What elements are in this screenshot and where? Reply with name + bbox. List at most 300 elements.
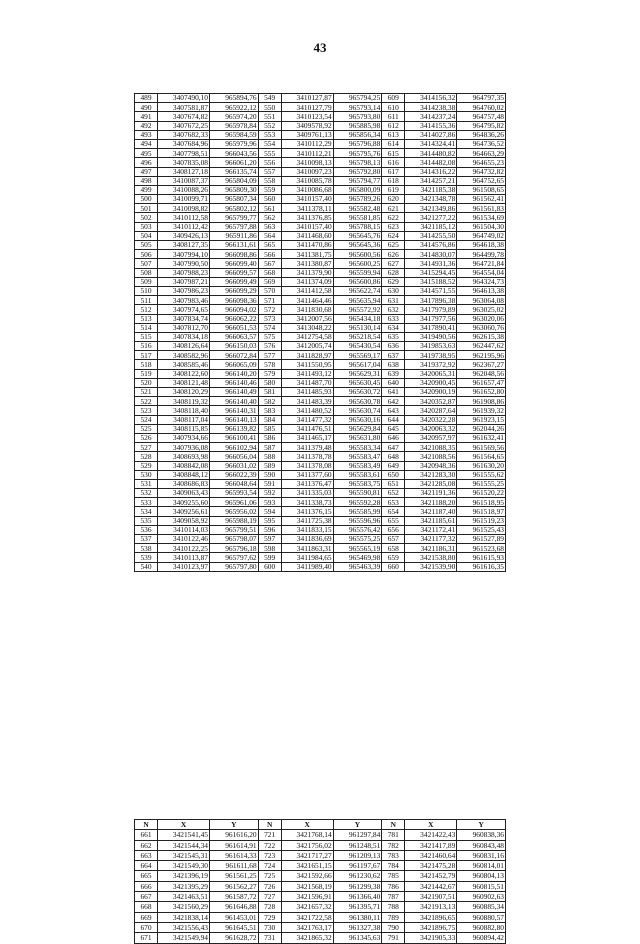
table-row bbox=[135, 323, 506, 332]
point-number-cell: 633 bbox=[382, 314, 405, 323]
table-header-row bbox=[135, 820, 506, 830]
point-number-cell: 516 bbox=[135, 342, 158, 351]
table-row bbox=[135, 424, 506, 433]
x-coordinate-cell: 3410085,78 bbox=[281, 176, 333, 185]
y-coordinate-cell: 966056,04 bbox=[210, 452, 259, 461]
point-number-cell: 559 bbox=[258, 185, 281, 194]
point-number-cell: 663 bbox=[135, 850, 158, 860]
x-coordinate-cell: 3407684,96 bbox=[158, 139, 210, 148]
point-number-cell: 517 bbox=[135, 351, 158, 360]
x-coordinate-cell: 3407994,10 bbox=[158, 250, 210, 259]
x-coordinate-cell: 3411380,87 bbox=[281, 259, 333, 268]
table-row bbox=[135, 277, 506, 286]
table-row bbox=[135, 185, 506, 194]
y-coordinate-cell: 961518,97 bbox=[457, 507, 506, 516]
y-coordinate-cell: 965645,36 bbox=[333, 241, 382, 250]
point-number-cell: 661 bbox=[135, 830, 158, 840]
point-number-cell: 788 bbox=[382, 902, 405, 912]
x-coordinate-cell: 3420287,64 bbox=[405, 406, 457, 415]
table-row bbox=[135, 213, 506, 222]
point-number-cell: 502 bbox=[135, 213, 158, 222]
y-coordinate-cell: 965599,94 bbox=[333, 268, 382, 277]
point-number-cell: 515 bbox=[135, 332, 158, 341]
y-coordinate-cell: 961525,43 bbox=[457, 525, 506, 534]
y-coordinate-cell: 960882,80 bbox=[457, 922, 506, 932]
x-coordinate-cell: 3408119,32 bbox=[158, 397, 210, 406]
x-coordinate-cell: 3411470,86 bbox=[281, 241, 333, 250]
x-coordinate-cell: 3414931,36 bbox=[405, 259, 457, 268]
table-row bbox=[135, 415, 506, 424]
x-coordinate-cell: 3411338,73 bbox=[281, 498, 333, 507]
point-number-cell: 723 bbox=[258, 850, 281, 860]
y-coordinate-cell: 960815,51 bbox=[457, 881, 506, 891]
point-number-cell: 520 bbox=[135, 378, 158, 387]
table-row bbox=[135, 498, 506, 507]
y-coordinate-cell: 965600,56 bbox=[333, 250, 382, 259]
x-coordinate-cell: 3408121,48 bbox=[158, 378, 210, 387]
y-coordinate-cell: 964655,23 bbox=[457, 158, 506, 167]
x-coordinate-cell: 3409058,92 bbox=[158, 516, 210, 525]
point-number-cell: 658 bbox=[382, 544, 405, 553]
x-coordinate-cell: 3420063,32 bbox=[405, 424, 457, 433]
y-coordinate-cell: 966139,82 bbox=[210, 424, 259, 433]
x-coordinate-cell: 3421544,34 bbox=[158, 840, 210, 850]
y-coordinate-cell: 965798,13 bbox=[333, 158, 382, 167]
x-coordinate-cell: 3411487,70 bbox=[281, 378, 333, 387]
x-coordinate-cell: 3407581,87 bbox=[158, 103, 210, 112]
point-number-cell: 666 bbox=[135, 881, 158, 891]
point-number-cell: 506 bbox=[135, 250, 158, 259]
table-row bbox=[135, 452, 506, 461]
y-coordinate-cell: 965978,84 bbox=[210, 121, 259, 130]
x-coordinate-cell: 3407974,65 bbox=[158, 305, 210, 314]
y-coordinate-cell: 960804,13 bbox=[457, 871, 506, 881]
x-coordinate-cell: 3410098,82 bbox=[158, 204, 210, 213]
y-coordinate-cell: 964618,38 bbox=[457, 241, 506, 250]
point-number-cell: 532 bbox=[135, 489, 158, 498]
y-coordinate-cell: 965630,78 bbox=[333, 397, 382, 406]
column-header: X bbox=[281, 820, 333, 830]
point-number-cell: 496 bbox=[135, 158, 158, 167]
point-number-cell: 668 bbox=[135, 902, 158, 912]
table-row bbox=[135, 360, 506, 369]
y-coordinate-cell: 961561,25 bbox=[210, 871, 259, 881]
point-number-cell: 498 bbox=[135, 176, 158, 185]
y-coordinate-cell: 961519,23 bbox=[457, 516, 506, 525]
y-coordinate-cell: 965979,96 bbox=[210, 139, 259, 148]
x-coordinate-cell: 3414480,82 bbox=[405, 149, 457, 158]
x-coordinate-cell: 3421549,30 bbox=[158, 861, 210, 871]
y-coordinate-cell: 961614,33 bbox=[210, 850, 259, 860]
table-row bbox=[135, 195, 506, 204]
x-coordinate-cell: 3407672,25 bbox=[158, 121, 210, 130]
x-coordinate-cell: 3411381,75 bbox=[281, 250, 333, 259]
point-number-cell: 785 bbox=[382, 871, 405, 881]
point-number-cell: 591 bbox=[258, 479, 281, 488]
y-coordinate-cell: 961616,35 bbox=[457, 562, 506, 571]
point-number-cell: 609 bbox=[382, 94, 405, 103]
y-coordinate-cell: 966098,36 bbox=[210, 296, 259, 305]
y-coordinate-cell: 961562,41 bbox=[457, 195, 506, 204]
y-coordinate-cell: 964732,82 bbox=[457, 167, 506, 176]
y-coordinate-cell: 965622,74 bbox=[333, 286, 382, 295]
point-number-cell: 576 bbox=[258, 342, 281, 351]
x-coordinate-cell: 3411378,11 bbox=[281, 204, 333, 213]
point-number-cell: 671 bbox=[135, 933, 158, 943]
x-coordinate-cell: 3421188,20 bbox=[405, 498, 457, 507]
point-number-cell: 790 bbox=[382, 922, 405, 932]
point-number-cell: 610 bbox=[382, 103, 405, 112]
point-number-cell: 571 bbox=[258, 296, 281, 305]
table-row bbox=[135, 369, 506, 378]
y-coordinate-cell: 962048,56 bbox=[457, 369, 506, 378]
y-coordinate-cell: 965988,19 bbox=[210, 516, 259, 525]
point-number-cell: 570 bbox=[258, 286, 281, 295]
point-number-cell: 558 bbox=[258, 176, 281, 185]
table-row bbox=[135, 461, 506, 470]
table-row bbox=[135, 121, 506, 130]
y-coordinate-cell: 965788,15 bbox=[333, 222, 382, 231]
point-number-cell: 629 bbox=[382, 277, 405, 286]
y-coordinate-cell: 966048,64 bbox=[210, 479, 259, 488]
point-number-cell: 648 bbox=[382, 452, 405, 461]
x-coordinate-cell: 3410113,87 bbox=[158, 553, 210, 562]
point-number-cell: 660 bbox=[382, 562, 405, 571]
point-number-cell: 586 bbox=[258, 433, 281, 442]
x-coordinate-cell: 3407986,23 bbox=[158, 286, 210, 295]
point-number-cell: 554 bbox=[258, 139, 281, 148]
y-coordinate-cell: 961380,11 bbox=[333, 912, 382, 922]
x-coordinate-cell: 3414576,86 bbox=[405, 241, 457, 250]
y-coordinate-cell: 966102,94 bbox=[210, 443, 259, 452]
y-coordinate-cell: 960838,36 bbox=[457, 830, 506, 840]
point-number-cell: 636 bbox=[382, 342, 405, 351]
point-number-cell: 497 bbox=[135, 167, 158, 176]
point-number-cell: 619 bbox=[382, 185, 405, 194]
y-coordinate-cell: 964554,04 bbox=[457, 268, 506, 277]
x-coordinate-cell: 3419738,95 bbox=[405, 351, 457, 360]
x-coordinate-cell: 3411378,08 bbox=[281, 461, 333, 470]
y-coordinate-cell: 961327,38 bbox=[333, 922, 382, 932]
y-coordinate-cell: 964736,52 bbox=[457, 139, 506, 148]
y-coordinate-cell: 966140,40 bbox=[210, 397, 259, 406]
point-number-cell: 539 bbox=[135, 553, 158, 562]
x-coordinate-cell: 3407934,66 bbox=[158, 433, 210, 442]
y-coordinate-cell: 961534,69 bbox=[457, 213, 506, 222]
y-coordinate-cell: 965798,07 bbox=[210, 535, 259, 544]
point-number-cell: 667 bbox=[135, 892, 158, 902]
point-number-cell: 503 bbox=[135, 222, 158, 231]
y-coordinate-cell: 965856,34 bbox=[333, 130, 382, 139]
y-coordinate-cell: 965575,25 bbox=[333, 535, 382, 544]
y-coordinate-cell: 961587,72 bbox=[210, 892, 259, 902]
x-coordinate-cell: 3409761,13 bbox=[281, 130, 333, 139]
point-number-cell: 595 bbox=[258, 516, 281, 525]
y-coordinate-cell: 965797,62 bbox=[210, 553, 259, 562]
y-coordinate-cell: 965794,77 bbox=[333, 176, 382, 185]
y-coordinate-cell: 966031,02 bbox=[210, 461, 259, 470]
point-number-cell: 563 bbox=[258, 222, 281, 231]
y-coordinate-cell: 965576,42 bbox=[333, 525, 382, 534]
y-coordinate-cell: 965796,18 bbox=[210, 544, 259, 553]
y-coordinate-cell: 961527,89 bbox=[457, 535, 506, 544]
coordinates-table-second bbox=[134, 819, 506, 944]
x-coordinate-cell: 3420065,31 bbox=[405, 369, 457, 378]
y-coordinate-cell: 965434,18 bbox=[333, 314, 382, 323]
x-coordinate-cell: 3421395,29 bbox=[158, 881, 210, 891]
column-header: N bbox=[135, 820, 158, 830]
point-number-cell: 492 bbox=[135, 121, 158, 130]
y-coordinate-cell: 962367,27 bbox=[457, 360, 506, 369]
x-coordinate-cell: 3420957,97 bbox=[405, 433, 457, 442]
point-number-cell: 731 bbox=[258, 933, 281, 943]
x-coordinate-cell: 3421452,79 bbox=[405, 871, 457, 881]
y-coordinate-cell: 961345,63 bbox=[333, 933, 382, 943]
x-coordinate-cell: 3421422,43 bbox=[405, 830, 457, 840]
x-coordinate-cell: 3421442,67 bbox=[405, 881, 457, 891]
point-number-cell: 565 bbox=[258, 241, 281, 250]
x-coordinate-cell: 3411480,52 bbox=[281, 406, 333, 415]
y-coordinate-cell: 965218,54 bbox=[333, 332, 382, 341]
y-coordinate-cell: 965629,84 bbox=[333, 424, 382, 433]
point-number-cell: 501 bbox=[135, 204, 158, 213]
point-number-cell: 585 bbox=[258, 424, 281, 433]
column-header: X bbox=[158, 820, 210, 830]
y-coordinate-cell: 965793,80 bbox=[333, 112, 382, 121]
point-number-cell: 551 bbox=[258, 112, 281, 121]
y-coordinate-cell: 961395,71 bbox=[333, 902, 382, 912]
y-coordinate-cell: 960885,34 bbox=[457, 902, 506, 912]
column-header: X bbox=[405, 820, 457, 830]
y-coordinate-cell: 965583,34 bbox=[333, 443, 382, 452]
point-number-cell: 493 bbox=[135, 130, 158, 139]
x-coordinate-cell: 3407936,08 bbox=[158, 443, 210, 452]
y-coordinate-cell: 961615,93 bbox=[457, 553, 506, 562]
x-coordinate-cell: 3411379,90 bbox=[281, 268, 333, 277]
point-number-cell: 529 bbox=[135, 461, 158, 470]
y-coordinate-cell: 965984,59 bbox=[210, 130, 259, 139]
point-number-cell: 634 bbox=[382, 323, 405, 332]
x-coordinate-cell: 3421088,56 bbox=[405, 452, 457, 461]
table-row bbox=[135, 553, 506, 562]
y-coordinate-cell: 966140,46 bbox=[210, 378, 259, 387]
y-coordinate-cell: 965885,98 bbox=[333, 121, 382, 130]
x-coordinate-cell: 3414571,55 bbox=[405, 286, 457, 295]
point-number-cell: 620 bbox=[382, 195, 405, 204]
y-coordinate-cell: 961652,80 bbox=[457, 388, 506, 397]
point-number-cell: 644 bbox=[382, 415, 405, 424]
y-coordinate-cell: 961564,65 bbox=[457, 452, 506, 461]
x-coordinate-cell: 3408118,40 bbox=[158, 406, 210, 415]
y-coordinate-cell: 965583,61 bbox=[333, 470, 382, 479]
y-coordinate-cell: 965795,76 bbox=[333, 149, 382, 158]
y-coordinate-cell: 966063,57 bbox=[210, 332, 259, 341]
x-coordinate-cell: 3421545,31 bbox=[158, 850, 210, 860]
table-row bbox=[135, 167, 506, 176]
x-coordinate-cell: 3412007,56 bbox=[281, 314, 333, 323]
x-coordinate-cell: 3421763,17 bbox=[281, 922, 333, 932]
y-coordinate-cell: 964795,82 bbox=[457, 121, 506, 130]
point-number-cell: 509 bbox=[135, 277, 158, 286]
point-number-cell: 524 bbox=[135, 415, 158, 424]
point-number-cell: 575 bbox=[258, 332, 281, 341]
y-coordinate-cell: 964721,84 bbox=[457, 259, 506, 268]
y-coordinate-cell: 960902,63 bbox=[457, 892, 506, 902]
y-coordinate-cell: 961197,67 bbox=[333, 861, 382, 871]
x-coordinate-cell: 3421560,29 bbox=[158, 902, 210, 912]
x-coordinate-cell: 3414155,36 bbox=[405, 121, 457, 130]
point-number-cell: 514 bbox=[135, 323, 158, 332]
x-coordinate-cell: 3413048,22 bbox=[281, 323, 333, 332]
x-coordinate-cell: 3410112,21 bbox=[281, 149, 333, 158]
point-number-cell: 508 bbox=[135, 268, 158, 277]
point-number-cell: 597 bbox=[258, 535, 281, 544]
x-coordinate-cell: 3414027,86 bbox=[405, 130, 457, 139]
table-row bbox=[135, 406, 506, 415]
x-coordinate-cell: 3421568,19 bbox=[281, 881, 333, 891]
point-number-cell: 655 bbox=[382, 516, 405, 525]
x-coordinate-cell: 3421285,08 bbox=[405, 479, 457, 488]
point-number-cell: 513 bbox=[135, 314, 158, 323]
table-row bbox=[135, 314, 506, 323]
x-coordinate-cell: 3421186,31 bbox=[405, 544, 457, 553]
point-number-cell: 573 bbox=[258, 314, 281, 323]
y-coordinate-cell: 965583,47 bbox=[333, 452, 382, 461]
y-coordinate-cell: 961939,32 bbox=[457, 406, 506, 415]
y-coordinate-cell: 965807,34 bbox=[210, 195, 259, 204]
y-coordinate-cell: 965911,86 bbox=[210, 231, 259, 240]
x-coordinate-cell: 3411984,65 bbox=[281, 553, 333, 562]
y-coordinate-cell: 965797,80 bbox=[210, 562, 259, 571]
x-coordinate-cell: 3408126,64 bbox=[158, 342, 210, 351]
table-row bbox=[135, 507, 506, 516]
x-coordinate-cell: 3411477,32 bbox=[281, 415, 333, 424]
table-row bbox=[135, 332, 506, 341]
coordinates-table-main bbox=[134, 93, 506, 572]
x-coordinate-cell: 3410127,79 bbox=[281, 103, 333, 112]
point-number-cell: 722 bbox=[258, 840, 281, 850]
x-coordinate-cell: 3411335,03 bbox=[281, 489, 333, 498]
point-number-cell: 578 bbox=[258, 360, 281, 369]
y-coordinate-cell: 966131,61 bbox=[210, 241, 259, 250]
table-row bbox=[135, 378, 506, 387]
x-coordinate-cell: 3409063,43 bbox=[158, 489, 210, 498]
x-coordinate-cell: 3409256,61 bbox=[158, 507, 210, 516]
point-number-cell: 550 bbox=[258, 103, 281, 112]
x-coordinate-cell: 3420900,19 bbox=[405, 388, 457, 397]
x-coordinate-cell: 3409578,92 bbox=[281, 121, 333, 130]
x-coordinate-cell: 3411465,17 bbox=[281, 433, 333, 442]
point-number-cell: 583 bbox=[258, 406, 281, 415]
y-coordinate-cell: 965993,54 bbox=[210, 489, 259, 498]
y-coordinate-cell: 965797,88 bbox=[210, 222, 259, 231]
column-header: N bbox=[382, 820, 405, 830]
x-coordinate-cell: 3414257,21 bbox=[405, 176, 457, 185]
y-coordinate-cell: 961555,25 bbox=[457, 479, 506, 488]
x-coordinate-cell: 3421277,22 bbox=[405, 213, 457, 222]
table-row bbox=[135, 840, 506, 850]
y-coordinate-cell: 966062,22 bbox=[210, 314, 259, 323]
y-coordinate-cell: 966099,49 bbox=[210, 277, 259, 286]
point-number-cell: 618 bbox=[382, 176, 405, 185]
y-coordinate-cell: 963020,06 bbox=[457, 314, 506, 323]
y-coordinate-cell: 966061,20 bbox=[210, 158, 259, 167]
y-coordinate-cell: 961209,13 bbox=[333, 850, 382, 860]
point-number-cell: 593 bbox=[258, 498, 281, 507]
point-number-cell: 642 bbox=[382, 397, 405, 406]
x-coordinate-cell: 3414156,32 bbox=[405, 94, 457, 103]
x-coordinate-cell: 3421592,66 bbox=[281, 871, 333, 881]
y-coordinate-cell: 961230,62 bbox=[333, 871, 382, 881]
table-row bbox=[135, 933, 506, 943]
table-row bbox=[135, 922, 506, 932]
y-coordinate-cell: 961628,72 bbox=[210, 933, 259, 943]
x-coordinate-cell: 3421538,80 bbox=[405, 553, 457, 562]
point-number-cell: 638 bbox=[382, 360, 405, 369]
y-coordinate-cell: 965799,51 bbox=[210, 525, 259, 534]
x-coordinate-cell: 3408117,04 bbox=[158, 415, 210, 424]
point-number-cell: 721 bbox=[258, 830, 281, 840]
y-coordinate-cell: 961508,65 bbox=[457, 185, 506, 194]
x-coordinate-cell: 3410123,54 bbox=[281, 112, 333, 121]
point-number-cell: 615 bbox=[382, 149, 405, 158]
y-coordinate-cell: 961520,22 bbox=[457, 489, 506, 498]
x-coordinate-cell: 3410086,68 bbox=[281, 185, 333, 194]
point-number-cell: 730 bbox=[258, 922, 281, 932]
x-coordinate-cell: 3421185,38 bbox=[405, 185, 457, 194]
x-coordinate-cell: 3420900,45 bbox=[405, 378, 457, 387]
point-number-cell: 596 bbox=[258, 525, 281, 534]
y-coordinate-cell: 966051,53 bbox=[210, 323, 259, 332]
x-coordinate-cell: 3408127,18 bbox=[158, 167, 210, 176]
x-coordinate-cell: 3411378,78 bbox=[281, 452, 333, 461]
x-coordinate-cell: 3421768,14 bbox=[281, 830, 333, 840]
point-number-cell: 556 bbox=[258, 158, 281, 167]
x-coordinate-cell: 3411493,12 bbox=[281, 369, 333, 378]
point-number-cell: 649 bbox=[382, 461, 405, 470]
point-number-cell: 510 bbox=[135, 286, 158, 295]
y-coordinate-cell: 965802,12 bbox=[210, 204, 259, 213]
x-coordinate-cell: 3411464,46 bbox=[281, 296, 333, 305]
point-number-cell: 783 bbox=[382, 850, 405, 860]
x-coordinate-cell: 3421913,13 bbox=[405, 902, 457, 912]
point-number-cell: 568 bbox=[258, 268, 281, 277]
y-coordinate-cell: 965792,80 bbox=[333, 167, 382, 176]
y-coordinate-cell: 965794,25 bbox=[333, 94, 382, 103]
point-number-cell: 632 bbox=[382, 305, 405, 314]
y-coordinate-cell: 961453,01 bbox=[210, 912, 259, 922]
y-coordinate-cell: 961908,86 bbox=[457, 397, 506, 406]
point-number-cell: 640 bbox=[382, 378, 405, 387]
point-number-cell: 647 bbox=[382, 443, 405, 452]
point-number-cell: 659 bbox=[382, 553, 405, 562]
y-coordinate-cell: 966065,09 bbox=[210, 360, 259, 369]
y-coordinate-cell: 964757,48 bbox=[457, 112, 506, 121]
point-number-cell: 639 bbox=[382, 369, 405, 378]
point-number-cell: 499 bbox=[135, 185, 158, 194]
table-row bbox=[135, 250, 506, 259]
y-coordinate-cell: 965583,75 bbox=[333, 479, 382, 488]
x-coordinate-cell: 3407834,18 bbox=[158, 332, 210, 341]
x-coordinate-cell: 3410088,26 bbox=[158, 185, 210, 194]
y-coordinate-cell: 964663,29 bbox=[457, 149, 506, 158]
y-coordinate-cell: 965629,31 bbox=[333, 369, 382, 378]
point-number-cell: 599 bbox=[258, 553, 281, 562]
x-coordinate-cell: 3411725,38 bbox=[281, 516, 333, 525]
y-coordinate-cell: 965581,85 bbox=[333, 213, 382, 222]
y-coordinate-cell: 965565,19 bbox=[333, 544, 382, 553]
y-coordinate-cell: 966022,39 bbox=[210, 470, 259, 479]
